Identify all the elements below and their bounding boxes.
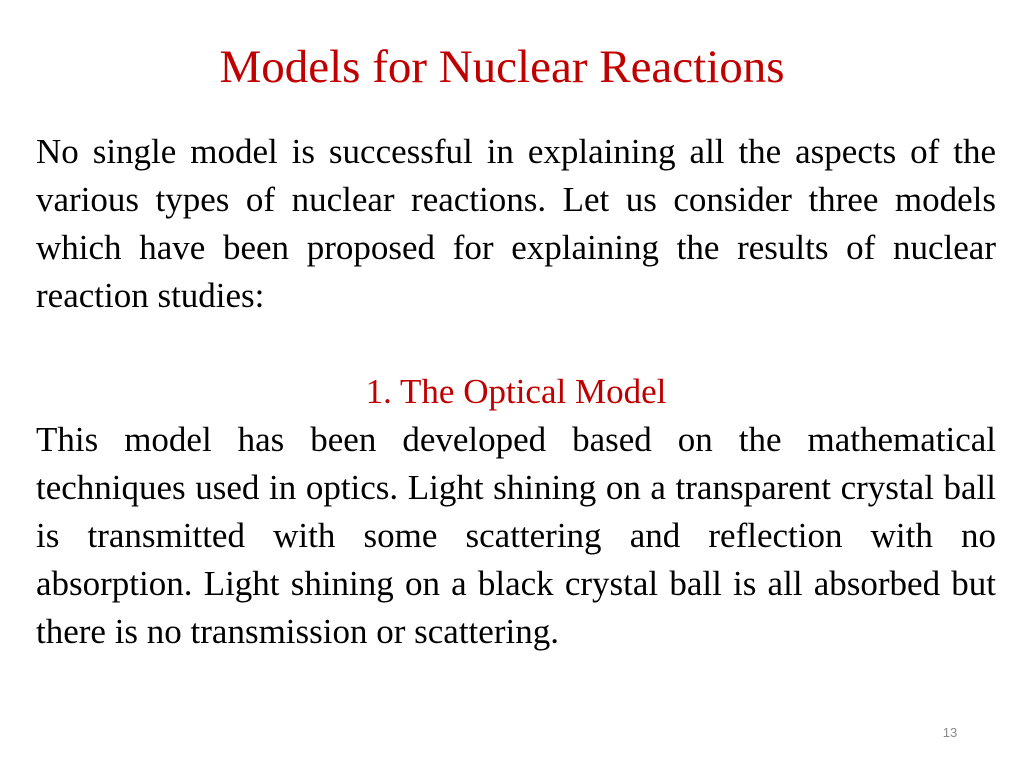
section-heading: 1. The Optical Model [365, 372, 667, 411]
section-paragraph: This model has been developed based on the mathematical techniques used in optics. Light shining on a transparent crystal ball is transmitted with some scattering and reflection with no absorption. Light shining on a black crystal ball is all absorbed but there is no transmission or scattering. [36, 420, 996, 651]
slide-body [36, 128, 996, 656]
page-number: 13 [942, 725, 958, 740]
slide-title: Models for Nuclear Reactions [219, 41, 785, 93]
paragraph-spacer [36, 320, 996, 368]
intro-paragraph: No single model is successful in explaining all the aspects of the various types of nuclear reactions. Let us consider three models which have been proposed for explaining the results of nuclear reaction studies: [36, 132, 996, 315]
